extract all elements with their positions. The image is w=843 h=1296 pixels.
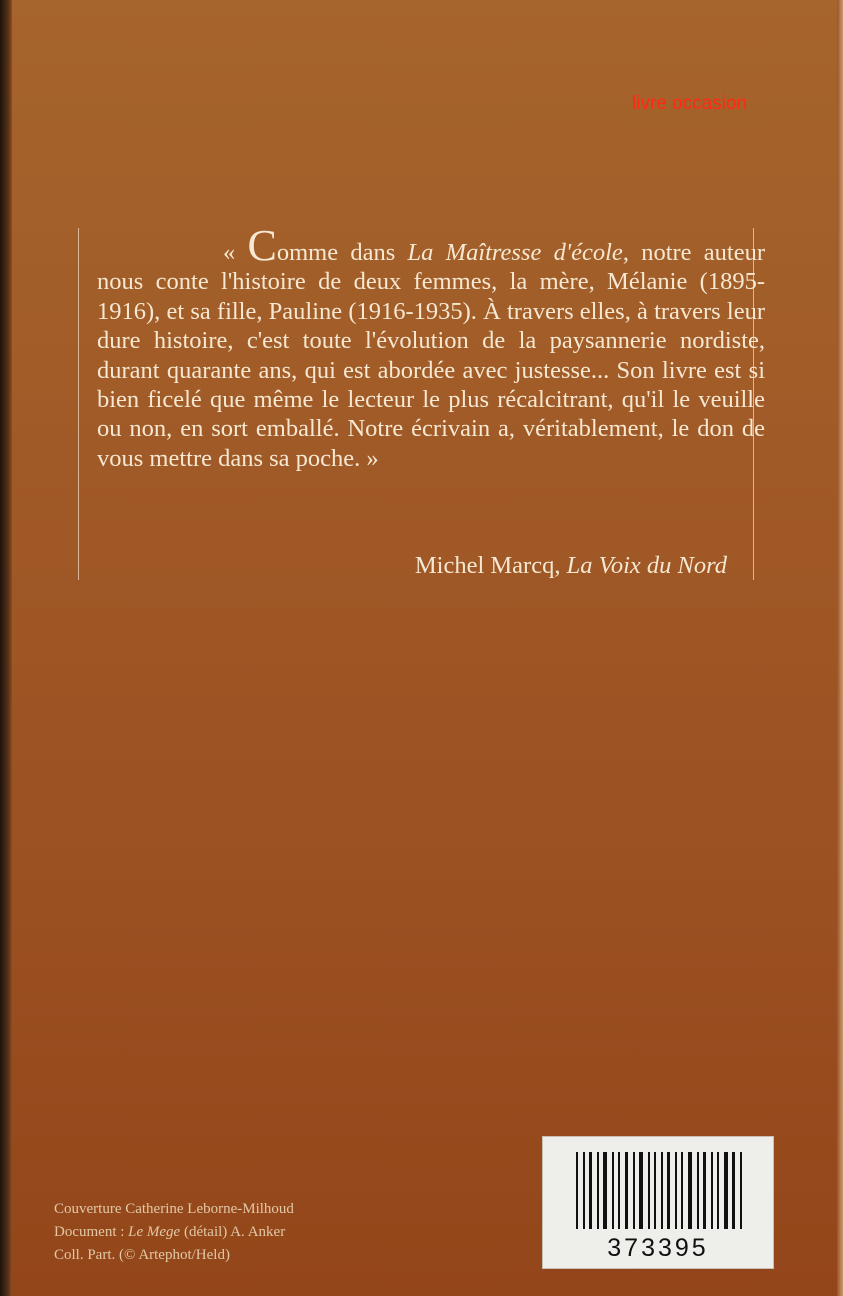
review-quote xyxy=(97,221,766,473)
book-spine-edge xyxy=(0,0,12,1296)
barcode-bar xyxy=(732,1152,735,1229)
barcode-bar xyxy=(703,1152,706,1229)
credit-line: Coll. Part. (© Artephot/Held) xyxy=(54,1247,230,1263)
barcode-bar xyxy=(648,1152,650,1229)
artwork-title: Le Mege xyxy=(128,1224,181,1240)
barcode-bar xyxy=(633,1152,635,1229)
credit-text: Document : xyxy=(54,1224,129,1240)
barcode-bar xyxy=(688,1152,692,1229)
barcode-bar xyxy=(612,1152,614,1229)
book-right-edge xyxy=(837,0,843,1296)
quote-attribution xyxy=(415,552,727,580)
barcode-bar xyxy=(654,1152,656,1229)
barcode-bar xyxy=(681,1152,683,1229)
barcode-bar xyxy=(740,1152,742,1229)
barcode-bar xyxy=(667,1152,670,1229)
barcode-bar xyxy=(589,1152,592,1229)
barcode-number: 373395 xyxy=(607,1234,709,1262)
barcode-bar xyxy=(625,1152,628,1229)
barcode-bar xyxy=(717,1152,719,1229)
barcode-bar xyxy=(583,1152,585,1229)
barcode-bar xyxy=(576,1152,578,1229)
barcode-bar xyxy=(697,1152,699,1229)
drop-cap: C xyxy=(247,221,277,270)
barcode-bar xyxy=(603,1152,607,1229)
used-book-label: livre occasion xyxy=(632,93,748,114)
book-title: La Maîtresse d'école xyxy=(407,239,623,266)
credit-line xyxy=(54,1221,294,1244)
credit-text: (détail) A. Anker xyxy=(180,1224,286,1240)
barcode-bars xyxy=(576,1152,742,1229)
barcode-bar xyxy=(639,1152,643,1229)
critic-name: Michel Marcq, xyxy=(414,552,567,579)
open-quote: « xyxy=(223,239,248,266)
credit-line: Couverture Catherine Leborne-Milhoud xyxy=(54,1201,294,1217)
barcode-bar xyxy=(597,1152,599,1229)
barcode-bar xyxy=(661,1152,663,1229)
newspaper-name: La Voix du Nord xyxy=(566,552,727,579)
cover-credits xyxy=(54,1198,294,1267)
barcode-bar xyxy=(724,1152,728,1229)
barcode-bar xyxy=(711,1152,713,1229)
quote-text: , notre auteur nous conte l'histoire de deux femmes, la mère, Mélanie (1895-1916), et sa fille, Pauline (1916-1935). À travers elles, à travers leur dure histoire, c'est toute l'évolution de la paysannerie nordiste, durant quarante ans, qui est abordée avec justesse... Son livre est si bien ficelé que même le lecteur le plus récalcitrant, qu'il le veuille ou non, en sort emballé. Notre écrivain a, véritablement, le don de vous mettre dans sa poche. » xyxy=(97,239,766,472)
quote-text: omme dans xyxy=(276,239,408,266)
barcode-bar xyxy=(675,1152,677,1229)
barcode-label xyxy=(542,1136,774,1269)
barcode-bar xyxy=(618,1152,620,1229)
